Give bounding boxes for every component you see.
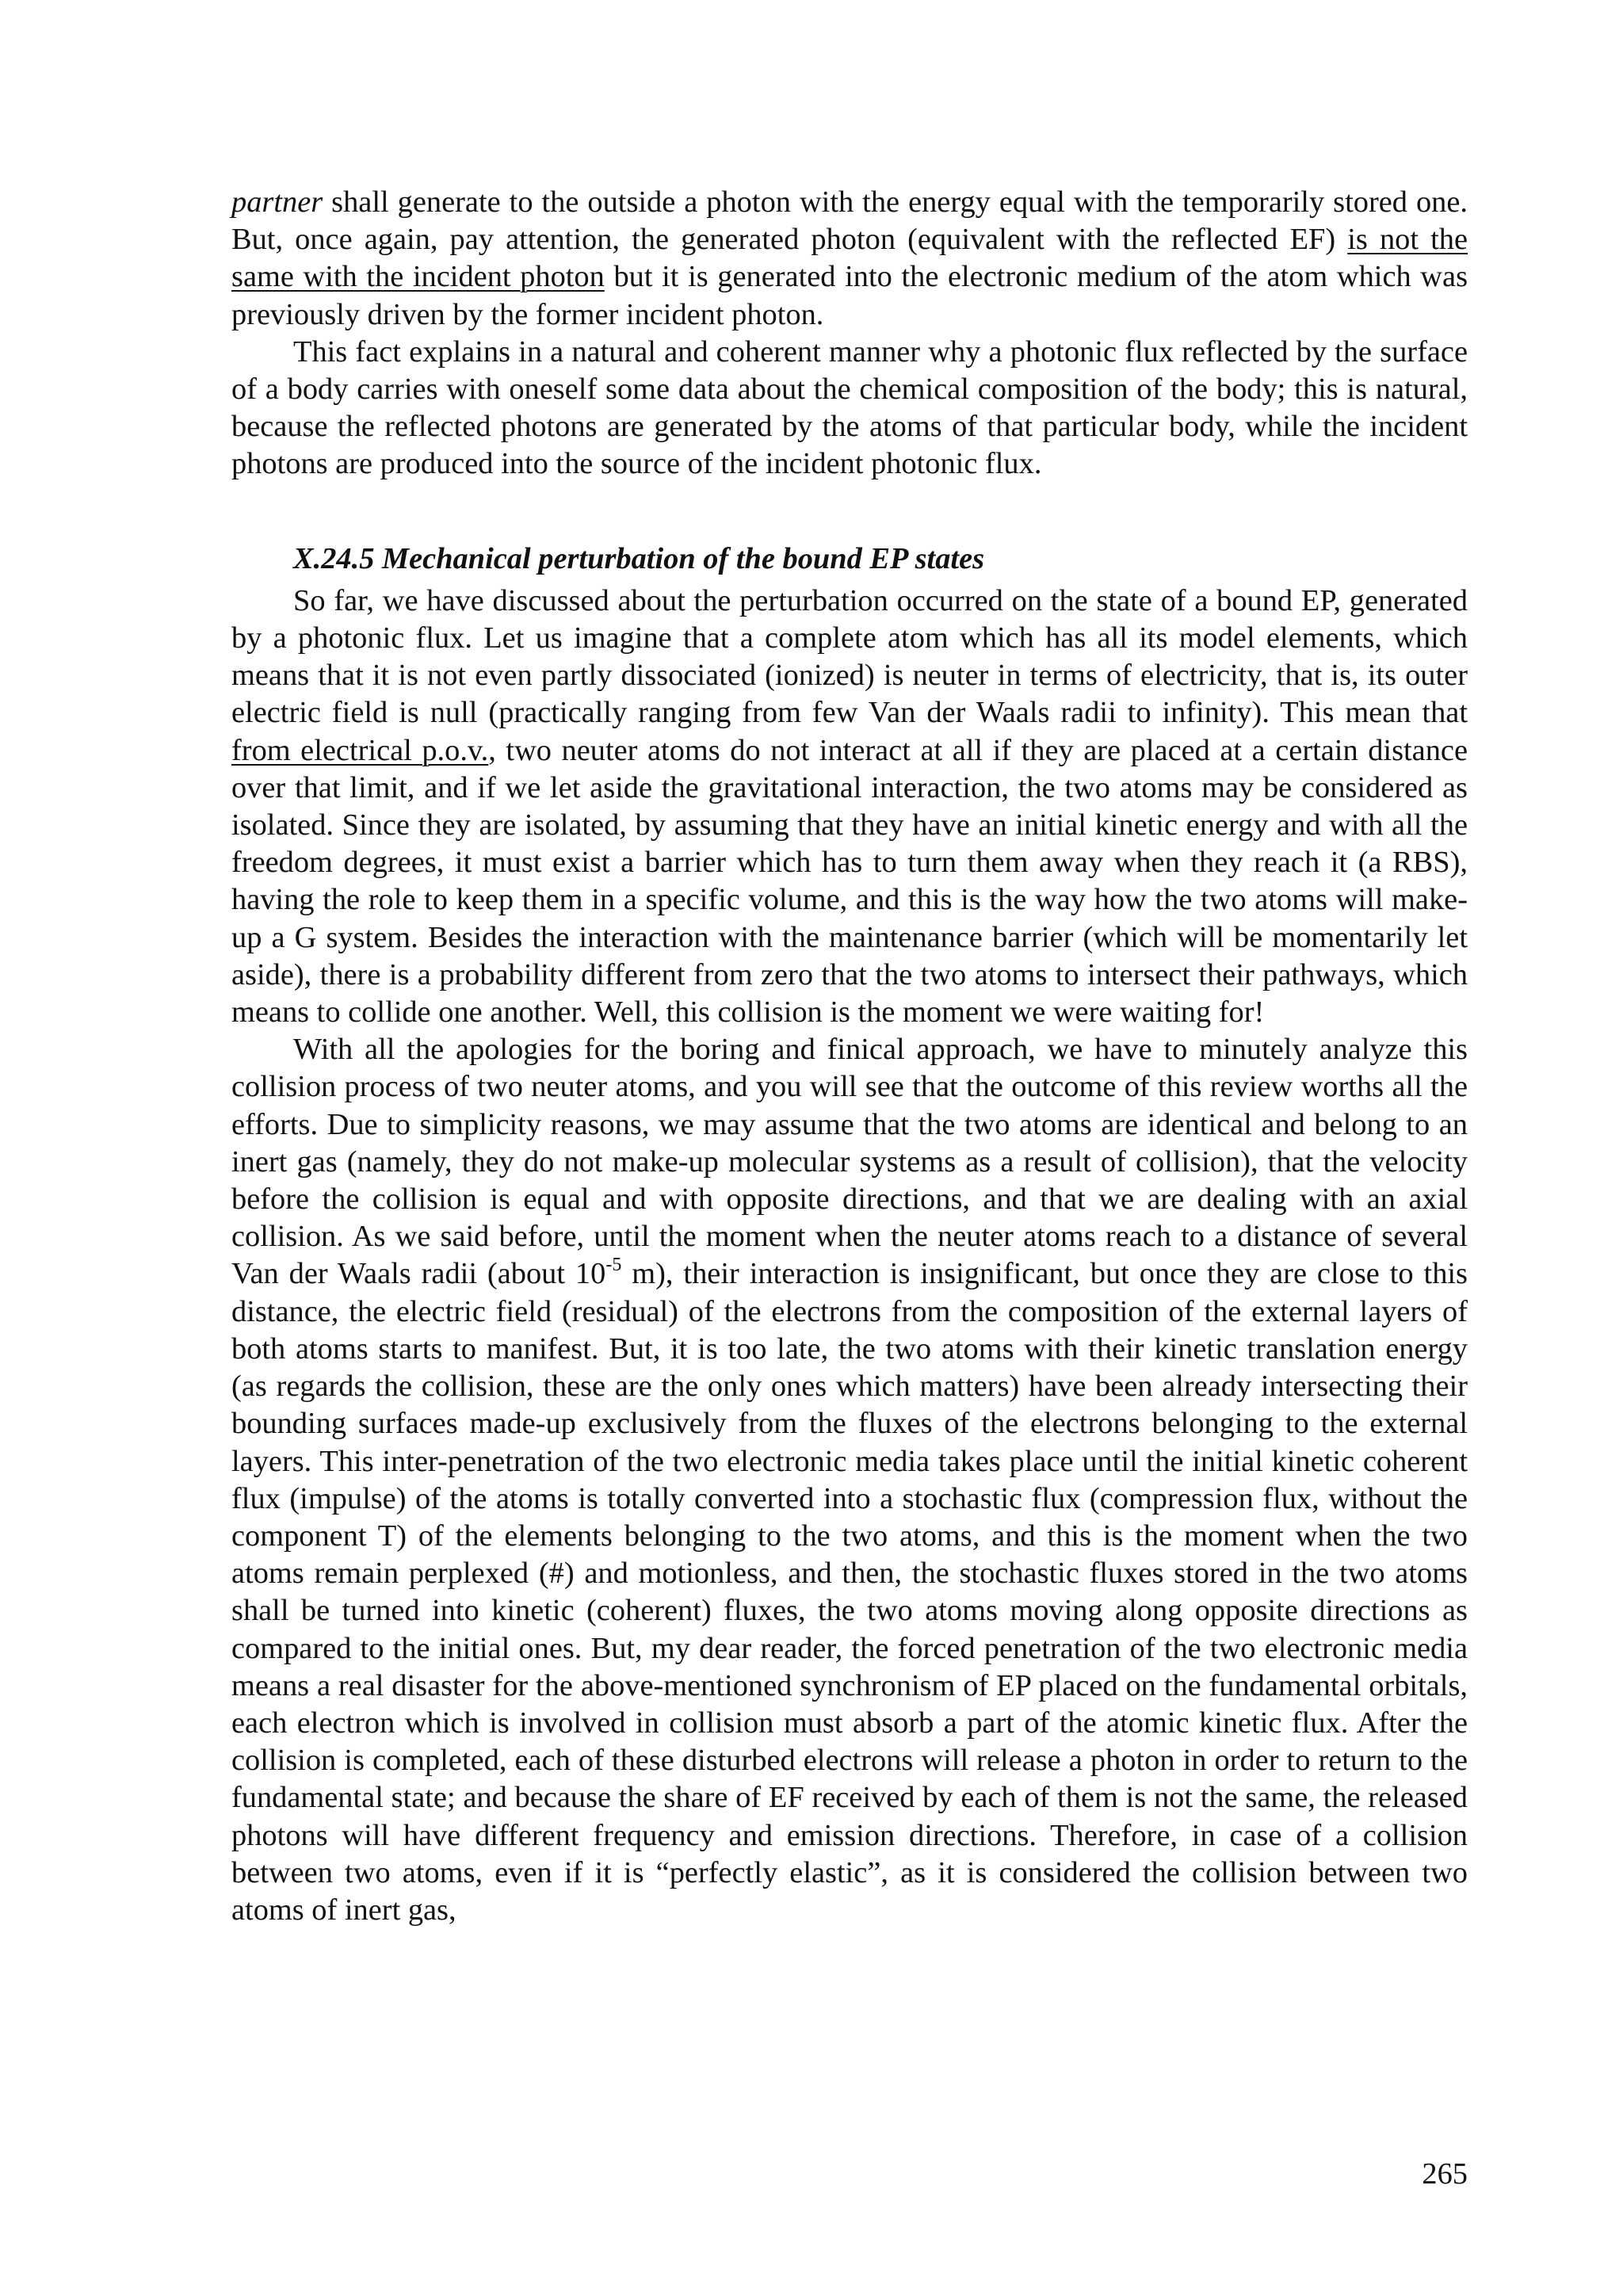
paragraph-1 [231,184,1468,334]
italic-term: partner [231,185,323,219]
paragraph-2: This fact explains in a natural and coherent manner why a photonic flux reflected by the surface of a body carries with oneself some data about the chemical composition of the body; this is natural, because the reflected photons are generated by the atoms of that particular body, while the incident photons are produced into the source of the incident photonic flux. [231,334,1468,481]
superscript-exponent: -5 [605,1255,622,1276]
paragraph-4 [231,1031,1468,1929]
paragraph-1-text-b: but it is generated into the electronic medium of the atom which was previously driven by the former incident photon. [231,260,1468,331]
paragraph-1-text-a: shall generate to the outside a photon with the energy equal with the temporarily stored one. But, once again, pay attention, the generated photon (equivalent with the reflected EF) [231,185,1468,257]
underlined-phrase: from electrical p.o.v. [231,733,489,767]
paragraph-4-text-b: m), their interaction is insignificant, but once they are close to this distance, the electric field (residual) of the electrons from the composition of the external layers of both atoms starts to manifest. But, it is too late, the two atoms with their kinetic translation energy (as regards the collision, these are the only ones which matters) have been already intersecting their bounding surfaces made-up exclusively from the fluxes of the electrons belonging to the external layers. This inter-penetration of the two electronic media takes place until the initial kinetic coherent flux (impulse) of the atoms is totally converted into a stochastic flux (compression flux, without the component T) of the elements belonging to the two atoms, and this is the moment when the two atoms remain perplexed (#) and motionless, and then, the stochastic fluxes stored in the two atoms shall be turned into kinetic (coherent) fluxes, the two atoms moving along opposite directions as compared to the initial ones. But, my dear reader, the forced penetration of the two electronic media means a real disaster for the above-mentioned synchronism of EP placed on the fundamental orbitals, each electron which is involved in collision must absorb a part of the atomic kinetic flux. After the collision is completed, each of these disturbed electrons will release a photon in order to return to the fundamental state; and because the share of EF received by each of them is not the same, the released photons will have different frequency and emission directions. Therefore, in case of a collision between two atoms, even if it is “perfectly elastic”, as it is considered the collision between two atoms of inert gas, [231,1257,1468,1927]
section-heading: X.24.5 Mechanical perturbation of the bound EP states [293,541,985,575]
page-number: 265 [1422,2157,1468,2191]
paragraph-3-text-b: , two neuter atoms do not interact at all if they are placed at a certain distance over that limit, and if we let aside the gravitational interaction, the two atoms may be considered as isolated. Since they are isolated, by assuming that they have an initial kinetic energy and with all the freedom degrees, it must exist a barrier which has to turn them away when they reach it (a RBS), having the role to keep them in a specific volume, and this is the way how the two atoms will make-up a G system. Besides the interaction with the maintenance barrier (which will be momentarily let aside), there is a probability different from zero that the two atoms to intersect their pathways, which means to collide one another. Well, this collision is the moment we were waiting for! [231,733,1468,1030]
paragraph-3-text-a: So far, we have discussed about the perturbation occurred on the state of a bound EP, generated by a photonic flux. Let us imagine that a complete atom which has all its model elements, which means that it is not even partly dissociated (ionized) is neuter in terms of electricity, that is, its outer electric field is null (practically ranging from few Van der Waals radii to infinity). This mean that [231,583,1468,730]
underlined-phrase: is not the same with the incident photon [231,223,1468,294]
page-body [231,184,1468,1929]
paragraph-4-text-a: With all the apologies for the boring and finical approach, we have to minutely analyze this collision process of two neuter atoms, and you will see that the outcome of this review worths all the efforts. Due to simplicity reasons, we may assume that the two atoms are identical and belong to an inert gas (namely, they do not make-up molecular systems as a result of collision), that the velocity before the collision is equal and with opposite directions, and that we are dealing with an axial collision. As we said before, until the moment when the neuter atoms reach to a distance of several Van der Waals radii (about 10 [231,1033,1468,1291]
paragraph-3 [231,583,1468,1031]
